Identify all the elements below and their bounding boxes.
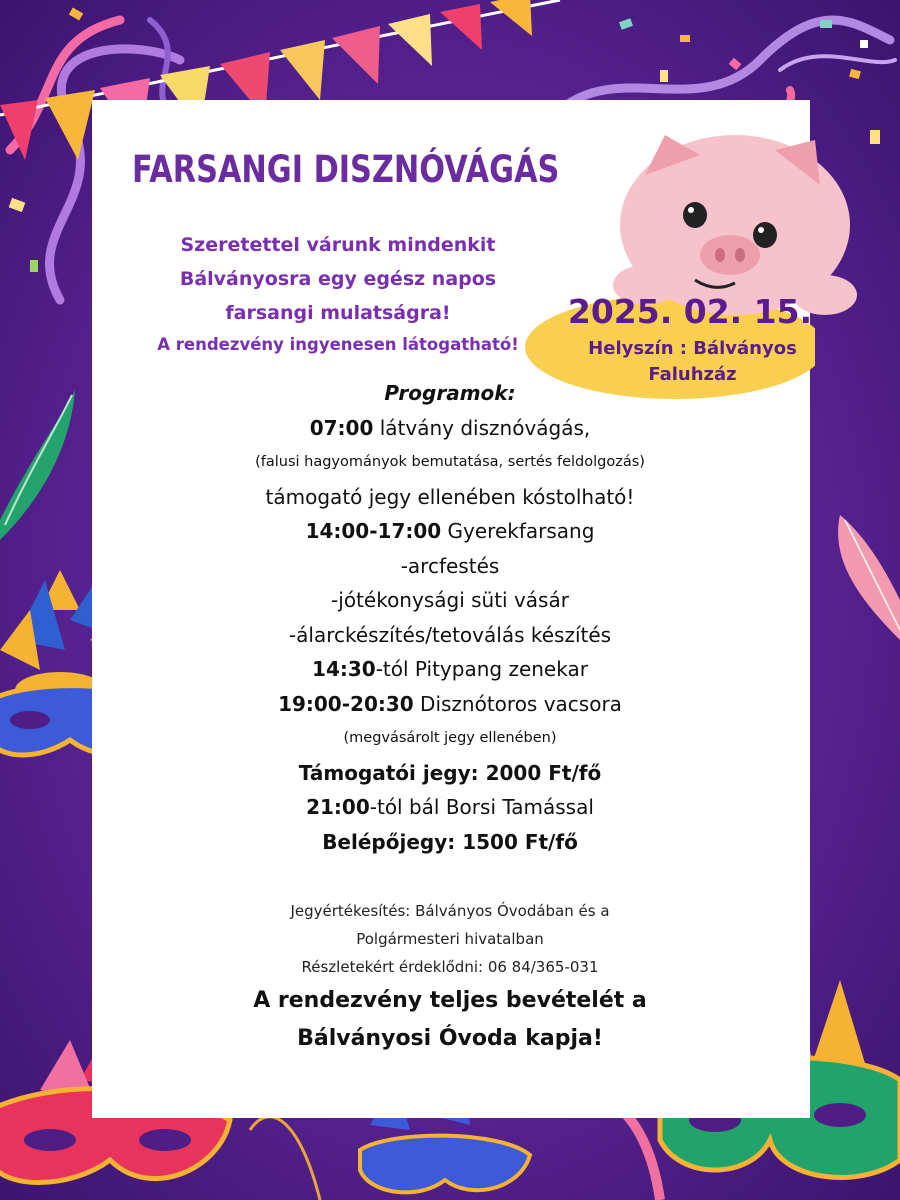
program-item	[150, 756, 750, 791]
program-text: (falusi hagyományok bemutatása, sertés feldolgozás)	[255, 454, 645, 470]
program-time: Támogatói jegy: 2000 Ft/fő	[298, 760, 602, 785]
program-text: -arcfestés	[400, 553, 500, 578]
program-text: -tól Pitypang zenekar	[375, 657, 588, 681]
intro-text	[118, 228, 558, 360]
ticket-line: Polgármesteri hivatalban	[356, 930, 544, 948]
intro-line: Bálványosra egy egész napos	[179, 268, 497, 290]
program-text: Gyerekfarsang	[441, 519, 595, 543]
program-text: -álarckészítés/tetoválás készítés	[288, 622, 612, 647]
program-item	[150, 445, 750, 480]
program-time: 21:00	[306, 795, 370, 819]
program-text: Disznótoros vacsora	[413, 691, 622, 716]
program-item	[150, 549, 750, 584]
program-time: 14:00-17:00	[305, 519, 442, 543]
program-time: Belépőjegy: 1500 Ft/fő	[322, 829, 578, 854]
location-line: Helyszín : Bálványos	[588, 338, 797, 359]
program-list	[150, 376, 750, 859]
ticket-line: Jegyértékesítés: Bálványos Óvodában és a	[290, 902, 610, 920]
intro-line: farsangi mulatságra!	[225, 302, 451, 324]
program-text: látvány disznóvágás,	[373, 415, 591, 440]
program-item	[150, 687, 750, 722]
program-item	[150, 790, 750, 825]
program-item	[150, 583, 750, 618]
program-text: -tól bál Borsi Tamással	[369, 795, 594, 819]
program-heading: Programok:	[384, 381, 516, 405]
free-entry-note: A rendezvény ingyenesen látogatható!	[157, 335, 519, 354]
intro-line: Szeretettel várunk mindenkit	[180, 234, 496, 256]
proceeds-note	[150, 982, 750, 1058]
program-time: 14:30	[312, 657, 376, 681]
program-text: (megvásárolt jegy ellenében)	[343, 730, 557, 746]
program-item	[150, 411, 750, 446]
proceeds-line: A rendezvény teljes bevételét a	[253, 988, 647, 1013]
program-time: 07:00	[309, 415, 374, 440]
program-time: 19:00-20:30	[278, 691, 414, 716]
program-item	[150, 652, 750, 687]
event-title: FARSANGI DISZNÓVÁGÁS	[132, 148, 560, 191]
pig-mascot-icon	[605, 115, 865, 315]
program-text: -jótékonysági süti vásár	[331, 588, 569, 612]
program-item	[150, 721, 750, 756]
program-item	[150, 514, 750, 549]
contact-line: Részletekért érdeklődni: 06 84/365-031	[301, 958, 599, 976]
location-line: Faluhzáz	[648, 364, 737, 385]
program-item	[150, 618, 750, 653]
proceeds-line: Bálványosi Óvoda kapja!	[297, 1026, 603, 1051]
event-date: 2025. 02. 15.	[567, 292, 813, 331]
ticket-info	[150, 897, 750, 981]
program-item	[150, 825, 750, 860]
program-item	[150, 480, 750, 515]
program-text: támogató jegy ellenében kóstolható!	[265, 484, 635, 509]
